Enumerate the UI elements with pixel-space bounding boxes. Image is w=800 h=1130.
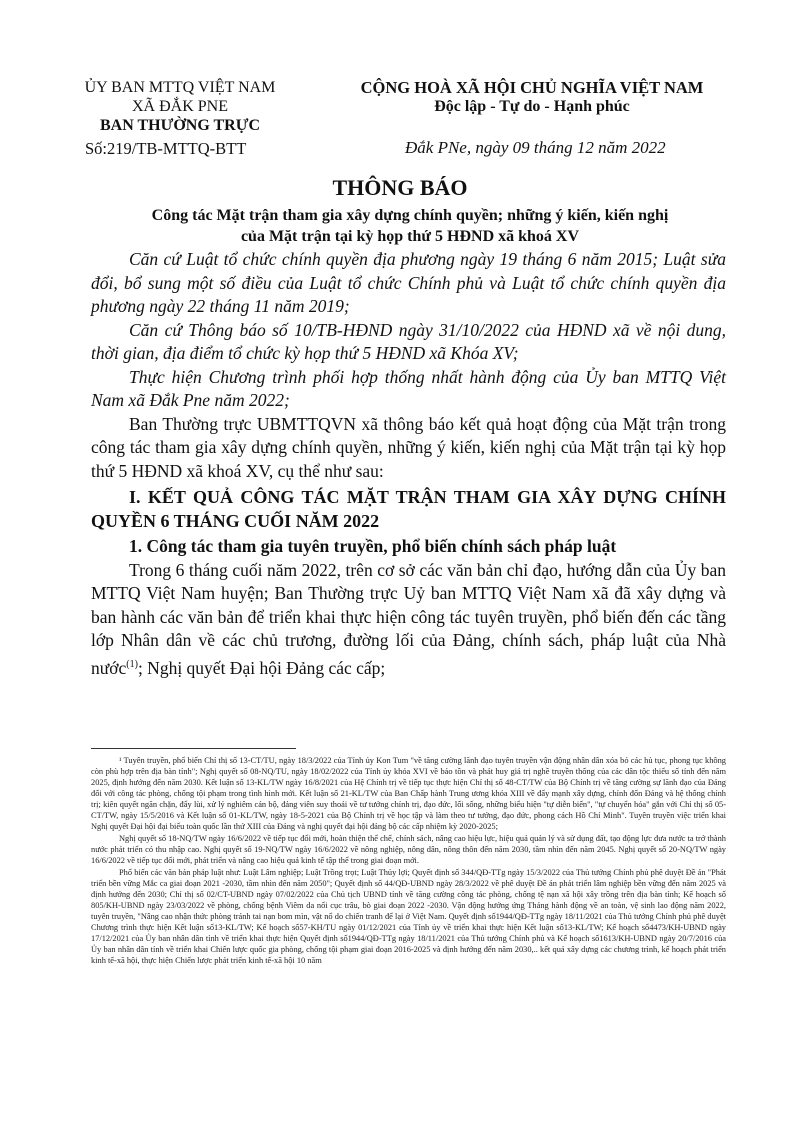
footnotes bbox=[91, 755, 726, 967]
legal-basis-1: Căn cứ Luật tổ chức chính quyền địa phương ngày 19 tháng 6 năm 2015; Luật sửa đổi, bổ sung một số điều của Luật tổ chức Chính phủ và Luật tổ chức chính quyền địa phương ngày 22 tháng 11 năm 2019; bbox=[91, 249, 726, 316]
legal-basis-3: Thực hiện Chương trình phối hợp thống nhất hành động của Ủy ban MTTQ Việt Nam xã Đắk Pne năm 2022; bbox=[91, 366, 726, 410]
footnote-separator bbox=[91, 748, 296, 749]
issuing-agency-block bbox=[60, 78, 300, 158]
section-heading-1: I. KẾT QUẢ CÔNG TÁC MẶT TRẬN THAM GIA XÂY DỰNG CHÍNH QUYỀN 6 THÁNG CUỐI NĂM 2022 bbox=[91, 487, 726, 531]
agency-name-line2: XÃ ĐẮK PNE bbox=[132, 98, 228, 115]
legal-basis-2: Căn cứ Thông báo số 10/TB-HĐND ngày 31/10/2022 của HĐND xã về nội dung, thời gian, địa điểm tổ chức kỳ họp thứ 5 HĐND xã Khóa XV; bbox=[91, 319, 726, 363]
national-header-block bbox=[322, 78, 742, 116]
subtitle-line1: Công tác Mặt trận tham gia xây dựng chính quyền; những ý kiến, kiến nghị bbox=[151, 207, 669, 224]
national-motto: Độc lập - Tự do - Hạnh phúc bbox=[434, 98, 630, 115]
footnote-ref-1: (1) bbox=[126, 658, 138, 670]
paragraph-1-text: Trong 6 tháng cuối năm 2022, trên cơ sở các văn bản chỉ đạo, hướng dẫn của Ủy ban MTTQ Việt Nam huyện; Ban Thường trực Uỷ ban MTTQ Việt Nam xã đã xây dựng và ban hành các văn bản để triển khai thực hiện công tác tuyên truyền, phổ biến đến các tầng lớp Nhân dân về các chủ trương, đường lối của Đảng, chính sách, pháp luật của Nhà nước bbox=[91, 559, 726, 678]
document-subtitle bbox=[80, 205, 740, 247]
footnote-1: ¹ Tuyên truyền, phổ biến Chỉ thị số 13-CT/TU, ngày 18/3/2022 của Tỉnh ủy Kon Tum "về tăng cường lãnh đạo tuyên truyền vận động nhân dân xóa bỏ các hủ tục, phong tục không còn phù hợp trên địa bàn tỉnh"; Nghị quyết số 08-NQ/TU, ngày 18/02/2022 của Tỉnh ủy khóa XVI về bảo tồn và phát huy giá trị nghề truyền thống của các dân tộc thiểu số tỉnh đến năm 2025, định hướng đến năm 2030. Kết luận số 13-KL/TW ngày 16/8/2021 của Hệ Chính trị về tiếp tục thực hiện Chỉ thị số 48-CT/TW của Bộ Chính trị về tăng cường sự lãnh đạo của Đảng đối với công tác phòng, chống tội phạm trong tình hình mới. Kết luận số 21-KL/TW của Ban Chấp hành Trung ương khóa XIII về đẩy mạnh xây dựng, chỉnh đốn Đảng và hệ thống chính trị; kiên quyết ngăn chặn, đẩy lùi, xử lý nghiêm cán bộ, đảng viên suy thoái về tư tưởng chính trị, đạo đức, lối sống, những biểu hiện "tự diễn biến", "tự chuyển hóa" gắn với Chỉ thị số 05-CT/TW, ngày 15/5/2016 và Kết luận số 01-KL/TW, ngày 18-5-2021 của Bộ Chính trị về học tập và làm theo tư tưởng, đạo đức, phong cách Hồ Chí Minh". Tuyên truyền việc triển khai Nghị quyết Đại hội đại biểu toàn quốc lần thứ XIII của Đảng và nghị quyết đại hội đảng bộ các cấp nhiệm kỳ 2020-2025; bbox=[91, 756, 726, 831]
national-title: CỘNG HOÀ XÃ HỘI CHỦ NGHĨA VIỆT NAM bbox=[360, 78, 704, 97]
document-title: THÔNG BÁO bbox=[332, 175, 468, 200]
agency-name-line3: BAN THƯỜNG TRỰC bbox=[99, 117, 260, 134]
intro-paragraph: Ban Thường trực UBMTTQVN xã thông báo kết quả hoạt động của Mặt trận trong công tác tham gia xây dựng chính quyền, những ý kiến, kiến nghị của Mặt trận tại kỳ họp thứ 5 HĐND xã khoá XV, cụ thể như sau: bbox=[91, 413, 726, 481]
footnote-3: Phổ biến các văn bản pháp luật như: Luật Lâm nghiệp; Luật Trồng trọt; Luật Thủy lợi; Quyết định số 344/QĐ-TTg ngày 15/3/2022 của Thủ tướng Chính phủ phê duyệt Đề án "Phát triển bền vững Mắc ca giai đoạn 2021 -2030, tầm nhìn đến năm 2050"; Quyết định số 44/QĐ-UBND ngày 28/3/2022 về phê duyệt Đề án phát triển lâm nghiệp bền vững đến năm 2025 và định hướng đến 2030; Chỉ thị số 02/CT-UBND ngày 07/02/2022 của Chủ tịch UBND tỉnh về tăng cường công tác phòng, chống tệ nạn xã hội xây trồng trên địa bàn tỉnh; Kế hoạch số 805/KH-UBND ngày 23/03/2022 về phòng, chống bệnh Viêm da nổi cục trâu, bò giai đoạn 2022 -2030. Vận động hưởng ứng Tháng hành động về an toàn, vệ sinh lao động năm 2022, tuyên truyền, "Nâng cao nhận thức phòng tránh tai nạn bom mìn, vật nổ do chiến tranh để lại ở Việt Nam. Quyết định số1944/QĐ-TTg ngày 18/11/2021 của Thủ tướng Chính phủ phê duyệt Chương trình thực hiện Kết luận số13-KL/TW; Kế hoạch số57-KH/TU ngày 01/12/2021 của Tỉnh ủy về triển khai thực hiện Kết luận số13-KL/TW; Kế hoạch số4473/KH-UBND ngày 17/12/2021 của Ủy ban nhân dân tỉnh về triển khai thực hiện Quyết định số1944/QĐ-TTg ngày 18/11/2021 của Thủ tướng Chính phủ và Kế hoạch số1613/KH-UBND ngày 20/7/2016 của Ủy ban nhân dân tỉnh về triển khai Chiến lược quốc gia phòng, chống tội phạm giai đoạn 2016-2025 và định hướng đến năm 2030,.. kết quả xây dựng các chương trình, kế hoạch phát triển kinh tế-xã hội, thực hiện Chiến lược phát triển kinh tế-xã hội 10 năm bbox=[91, 868, 726, 965]
subsection-heading-1: 1. Công tác tham gia tuyên truyền, phổ biến chính sách pháp luật bbox=[129, 536, 617, 556]
paragraph-1-tail: ; Nghị quyết Đại hội Đảng các cấp; bbox=[137, 657, 386, 678]
document-number: Số:219/TB-MTTQ-BTT bbox=[85, 139, 247, 158]
subtitle-line2: của Mặt trận tại kỳ họp thứ 5 HĐND xã khoá XV bbox=[240, 228, 580, 245]
paragraph-1 bbox=[91, 559, 726, 680]
document-body bbox=[91, 248, 726, 680]
document-date: Đắk PNe, ngày 09 tháng 12 năm 2022 bbox=[405, 138, 666, 157]
agency-name-line1: ỦY BAN MTTQ VIỆT NAM bbox=[84, 79, 276, 96]
footnote-2: Nghị quyết số 18-NQ/TW ngày 16/6/2022 về tiếp tục đổi mới, hoàn thiện thể chế, chính sách, nâng cao hiệu lực, hiệu quả quản lý và sử dụng đất, tạo động lực đưa nước ta trở thành nước phát triển có thu nhập cao. Nghị quyết số 19-NQ/TW ngày 16/6/2022 về nông nghiệp, nông dân, nông thôn đến năm 2030, tầm nhìn đến năm 2045. Nghị quyết số 20-NQ/TW ngày 16/6/2022 về tiếp tục đổi mới, phát triển và nâng cao hiệu quả kinh tế tập thể trong giai đoạn mới. bbox=[91, 834, 726, 865]
